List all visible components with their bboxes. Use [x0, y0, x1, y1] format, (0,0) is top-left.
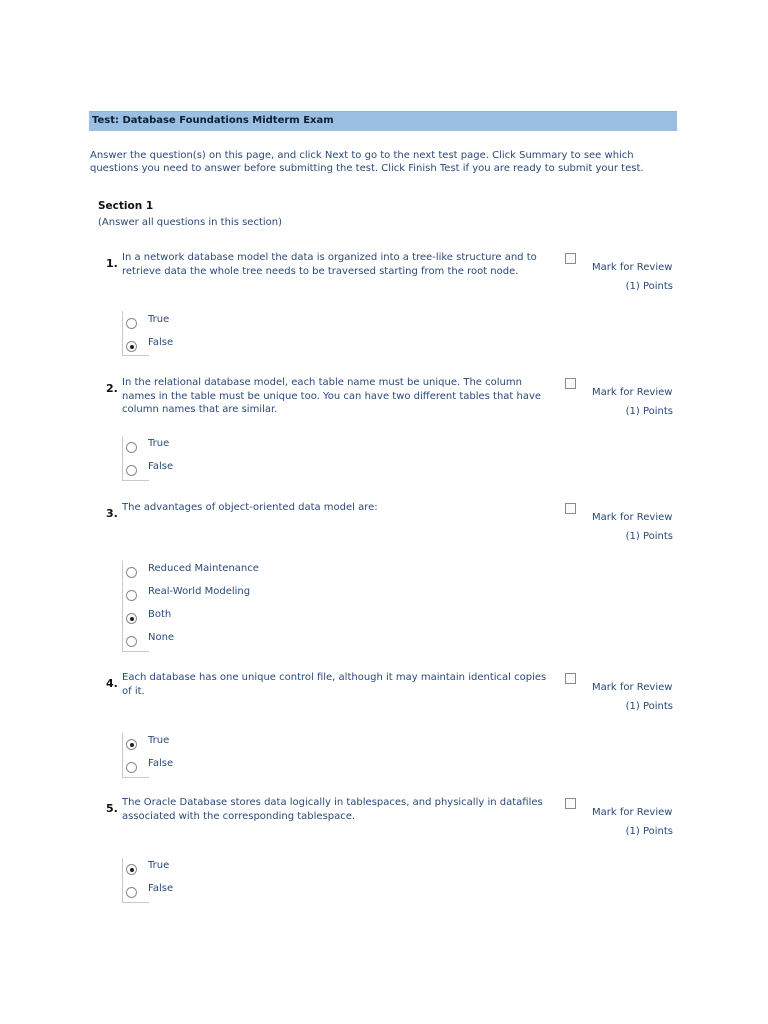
- radio-button-selected[interactable]: [126, 739, 137, 750]
- answer-label[interactable]: False: [148, 758, 174, 769]
- question-5: [0, 796, 768, 894]
- answer-label[interactable]: True: [148, 735, 170, 746]
- mark-for-review-checkbox[interactable]: [565, 798, 576, 809]
- answer-option[interactable]: [123, 586, 323, 600]
- radio-button[interactable]: [126, 762, 137, 773]
- answer-label[interactable]: None: [148, 632, 175, 643]
- radio-button[interactable]: [126, 567, 137, 578]
- section-title: Section 1: [98, 200, 154, 212]
- question-number: 5.: [106, 802, 118, 815]
- question-text: The advantages of object-oriented data model are:: [122, 502, 378, 513]
- points-label: (1) Points: [625, 406, 673, 417]
- question-text: The Oracle Database stores data logically in tablespaces, and physically in datafiles associated with the corresponding tablespace.: [122, 797, 543, 822]
- mark-for-review-checkbox[interactable]: [565, 673, 576, 684]
- answer-option[interactable]: [123, 563, 323, 577]
- section-note: (Answer all questions in this section): [98, 217, 283, 228]
- answer-label[interactable]: False: [148, 461, 174, 472]
- answer-options: [122, 561, 259, 652]
- test-title-bar: [89, 111, 677, 131]
- question-3: [0, 501, 768, 643]
- mark-for-review-label[interactable]: Mark for Review: [592, 387, 673, 398]
- answer-option[interactable]: [123, 461, 323, 475]
- mark-for-review-label[interactable]: Mark for Review: [592, 512, 673, 523]
- question-1: [0, 251, 768, 348]
- question-4: [0, 671, 768, 769]
- question-text: Each database has one unique control file, although it may maintain identical copies of it.: [122, 672, 547, 697]
- answer-options: [122, 311, 174, 356]
- answer-label[interactable]: False: [148, 883, 174, 894]
- mark-for-review-checkbox[interactable]: [565, 378, 576, 389]
- answer-options: [122, 436, 174, 481]
- question-text: In the relational database model, each table name must be unique. The column names in the table must be unique too. You can have two different tables that have column names that are similar.: [122, 377, 542, 415]
- mark-for-review-label[interactable]: Mark for Review: [592, 807, 673, 818]
- answer-label[interactable]: True: [148, 314, 170, 325]
- answer-option[interactable]: [123, 735, 323, 749]
- answer-label[interactable]: Reduced Maintenance: [148, 563, 259, 574]
- answer-option[interactable]: [123, 860, 323, 874]
- answer-label[interactable]: False: [148, 337, 174, 348]
- radio-button-selected[interactable]: [126, 341, 137, 352]
- points-label: (1) Points: [625, 281, 673, 292]
- points-label: (1) Points: [625, 531, 673, 542]
- answer-option[interactable]: [123, 609, 323, 623]
- test-instructions: Answer the question(s) on this page, and click Next to go to the next test page. Click Summary to see which questions you need to answer before submitting the test. Click Finish Test if you are ready to submit your test.: [90, 150, 644, 174]
- radio-button-selected[interactable]: [126, 613, 137, 624]
- radio-button[interactable]: [126, 636, 137, 647]
- radio-button[interactable]: [126, 318, 137, 329]
- mark-for-review-checkbox[interactable]: [565, 253, 576, 264]
- answer-label[interactable]: True: [148, 860, 170, 871]
- question-number: 1.: [106, 257, 118, 270]
- answer-option[interactable]: [123, 632, 323, 646]
- radio-button[interactable]: [126, 465, 137, 476]
- mark-for-review-checkbox[interactable]: [565, 503, 576, 514]
- question-number: 2.: [106, 382, 118, 395]
- answer-label[interactable]: Real-World Modeling: [148, 586, 251, 597]
- answer-option[interactable]: [123, 758, 323, 772]
- answer-label[interactable]: True: [148, 438, 170, 449]
- radio-button[interactable]: [126, 442, 137, 453]
- answer-label[interactable]: Both: [148, 609, 172, 620]
- test-title: Test: Database Foundations Midterm Exam: [92, 115, 334, 126]
- question-number: 4.: [106, 677, 118, 690]
- question-text: In a network database model the data is organized into a tree-like structure and to retrieve data the whole tree needs to be traversed starting from the root node.: [122, 252, 537, 277]
- radio-button[interactable]: [126, 887, 137, 898]
- radio-button-selected[interactable]: [126, 864, 137, 875]
- answer-option[interactable]: [123, 883, 323, 897]
- answer-option[interactable]: [123, 438, 323, 452]
- answer-options: [122, 858, 174, 903]
- answer-option[interactable]: [123, 337, 323, 351]
- answer-options: [122, 733, 174, 778]
- question-2: [0, 376, 768, 472]
- answer-option[interactable]: [123, 314, 323, 328]
- points-label: (1) Points: [625, 826, 673, 837]
- question-number: 3.: [106, 507, 118, 520]
- points-label: (1) Points: [625, 701, 673, 712]
- radio-button[interactable]: [126, 590, 137, 601]
- mark-for-review-label[interactable]: Mark for Review: [592, 262, 673, 273]
- mark-for-review-label[interactable]: Mark for Review: [592, 682, 673, 693]
